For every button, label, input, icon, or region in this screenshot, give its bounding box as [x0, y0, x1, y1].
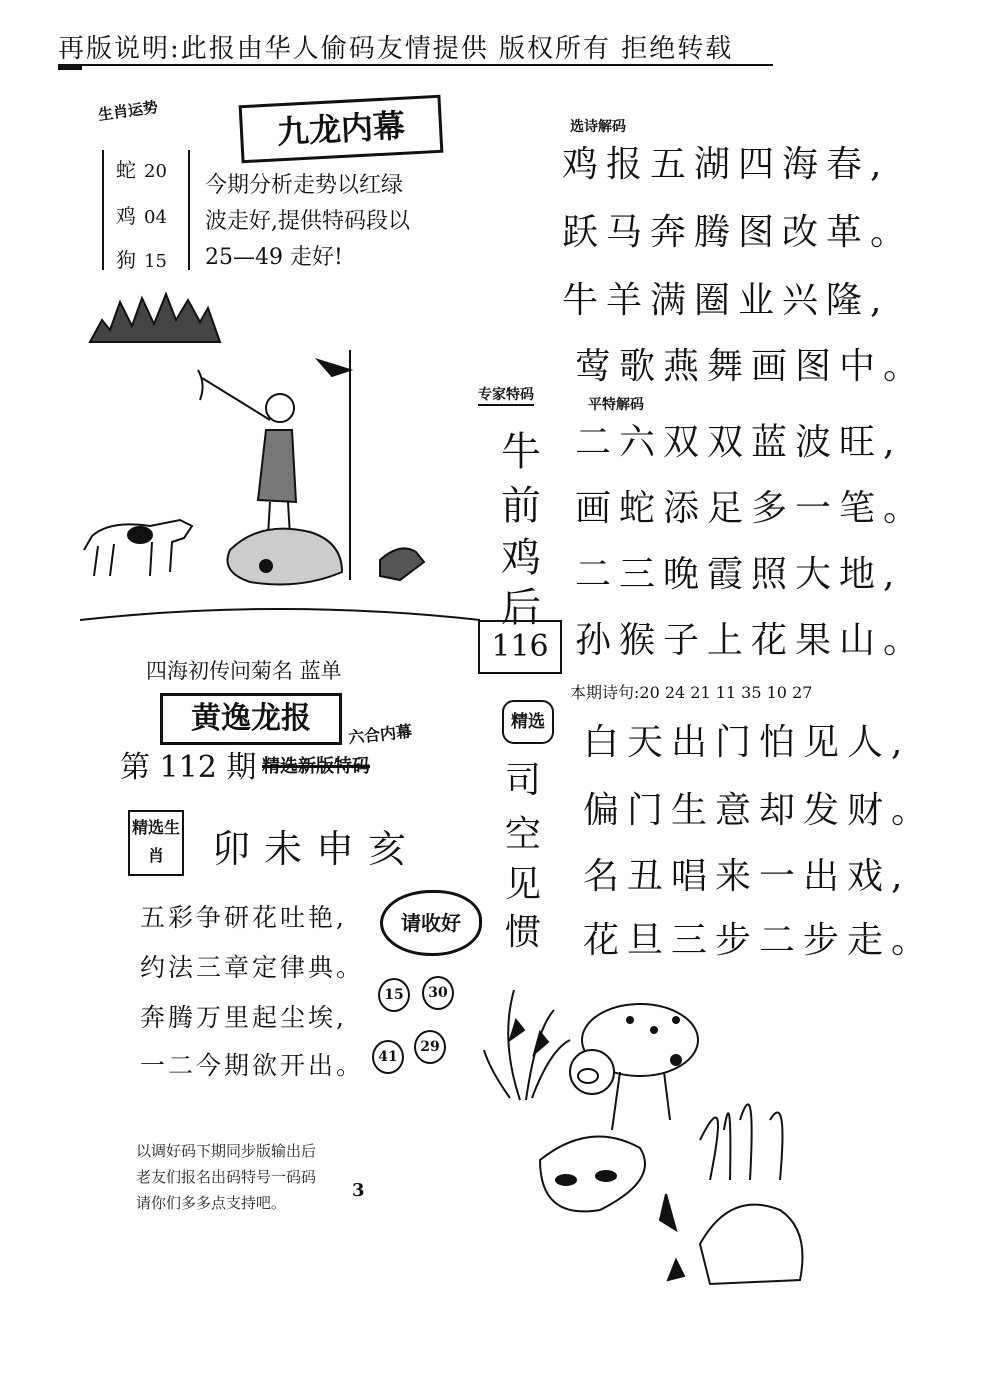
boy-dog-rooster-illustration — [80, 280, 480, 640]
vertical-char: 牛 — [501, 429, 541, 475]
small-poem-line: 奔腾万里起尘埃, — [140, 1003, 347, 1032]
header-mark-icon — [58, 64, 82, 70]
poem1-line: 跃马奔腾图改革。 — [562, 212, 915, 253]
zodiac-text: 卯未申亥 — [212, 827, 421, 871]
vertical-char: 司 — [504, 760, 541, 801]
zodiac-box — [102, 150, 190, 270]
scribble-note: 以调好码下期同步版输出后 老友们报名出码特号一码码 请你们多多点支持吧。 — [136, 1142, 317, 1212]
vertical-char: 前 — [501, 483, 541, 529]
number-box: 116 — [478, 620, 562, 674]
small-poem-line: 五彩争研花吐艳, — [140, 903, 347, 932]
poem3-line: 白天出门怕见人, — [583, 722, 911, 763]
poem3-line: 花旦三步二步走。 — [583, 920, 936, 961]
poem3-line: 名丑唱来一出戏, — [583, 856, 911, 897]
poem2-line: 孙猴子上花果山。 — [575, 620, 928, 661]
issue-title-box: 黄逸龙报 — [160, 693, 342, 745]
poem2-line: 二三晚霞照大地, — [575, 554, 903, 595]
poem1-line: 莺歌燕舞画图中。 — [575, 346, 928, 387]
scribble-mark: 3 — [352, 1180, 365, 1201]
poem1-line: 鸡报五湖四海春, — [562, 144, 890, 185]
small-poem-line: 约法三章定律典。 — [140, 953, 365, 982]
vertical-char: 空 — [504, 814, 541, 855]
pig-plants-illustration — [480, 980, 840, 1300]
analysis-text: 今期分析走势以红绿 波走好,提供特码段以 25—49 走好! — [205, 173, 410, 270]
right-label-top: 选诗解码 — [570, 119, 626, 135]
corner-label: 生肖运势 — [97, 97, 160, 125]
issue-side-note: 六合内幕 — [347, 721, 413, 748]
zodiac-label-box: 精选生肖 — [128, 810, 184, 876]
number-circle: 30 — [422, 976, 454, 1010]
stamp-badge: 请收好 — [380, 890, 482, 956]
illustration-caption: 四海初传问菊名 蓝单 — [146, 659, 342, 683]
numbers-line: 本期诗句:20 24 21 11 35 10 27 — [570, 683, 813, 702]
shrub-icon — [90, 294, 220, 342]
middle-label-top: 专家特码 — [478, 384, 534, 406]
number-circle: 29 — [414, 1030, 446, 1064]
header-notice: 再版说明:此报由华人偷码友情提供 版权所有 拒绝转载 — [58, 34, 734, 64]
zodiac-row: 鸡 04 — [116, 204, 167, 228]
middle-label-bottom: 精选 — [502, 700, 554, 744]
poem2-line: 画蛇添足多一笔。 — [575, 488, 928, 529]
issue-number: 第 112 期 — [120, 750, 257, 785]
vertical-char: 鸡 — [501, 535, 541, 581]
zodiac-row: 蛇 20 — [116, 158, 167, 182]
right-label-mid: 平特解码 — [588, 397, 644, 413]
small-poem-line: 一二今期欲开出。 — [140, 1051, 365, 1080]
vertical-char: 见 — [504, 864, 541, 905]
vertical-char: 惯 — [504, 912, 541, 953]
poem2-line: 二六双双蓝波旺, — [575, 422, 903, 463]
vertical-char: 后 — [501, 585, 541, 631]
title-box: 九龙内幕 — [239, 95, 444, 163]
poem3-line: 偏门生意却发财。 — [583, 790, 936, 831]
zodiac-row: 狗 15 — [116, 248, 167, 272]
issue-strike-note: 精选新版特码 — [262, 756, 370, 777]
poem1-line: 牛羊满圈业兴隆, — [562, 280, 890, 321]
header-underline — [58, 64, 773, 66]
number-circle: 41 — [372, 1040, 404, 1074]
number-circle: 15 — [378, 978, 410, 1012]
